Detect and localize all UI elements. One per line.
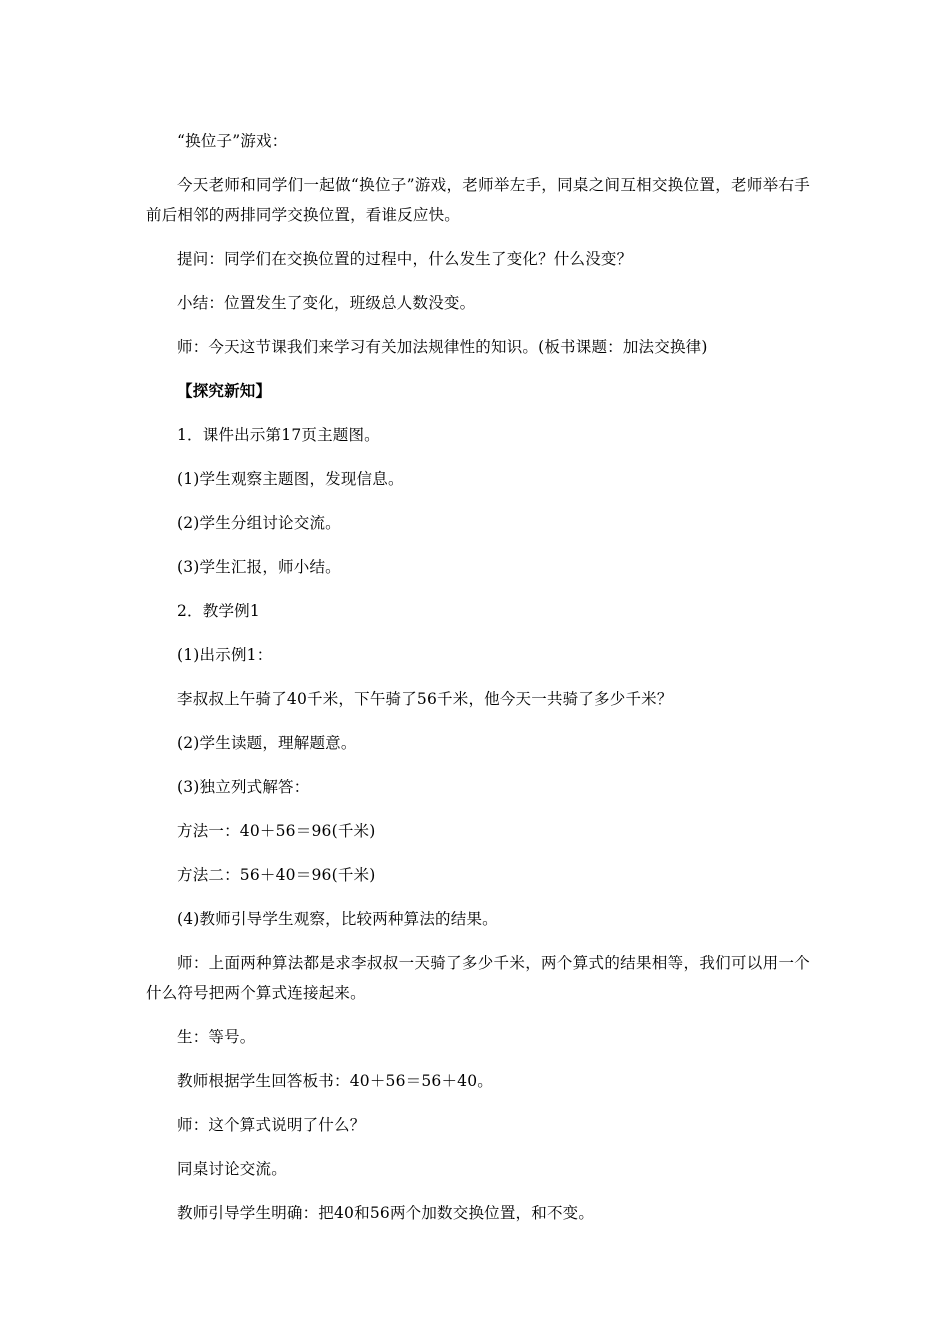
method-one: 方法一：40＋56＝96(千米) [177, 822, 376, 840]
paragraph-question: 提问：同学们在交换位置的过程中，什么发生了变化？什么没变？ [177, 250, 633, 268]
document-body [146, 126, 810, 1242]
paragraph-game-description: 今天老师和同学们一起做“换位子”游戏，老师举左手，同桌之间互相交换位置，老师举右手前后相邻的两排同学交换位置，看谁反应快。 [146, 176, 810, 224]
list-item: (1)学生观察主题图，发现信息。 [177, 470, 404, 488]
method-two: 方法二：56＋40＝96(千米) [177, 866, 376, 884]
paragraph-summary: 小结：位置发生了变化，班级总人数没变。 [177, 294, 476, 312]
paragraph-board-writing: 教师根据学生回答板书：40＋56＝56＋40。 [177, 1072, 493, 1090]
list-item: (2)学生分组讨论交流。 [177, 514, 341, 532]
list-item: 2．教学例1 [177, 602, 260, 620]
list-item: (3)独立列式解答： [177, 778, 310, 796]
section-heading: 【探究新知】 [177, 381, 272, 400]
list-item: 1．课件出示第17页主题图。 [177, 426, 380, 444]
list-item: (4)教师引导学生观察，比较两种算法的结果。 [177, 910, 498, 928]
paragraph-student-answer: 生：等号。 [177, 1028, 256, 1046]
paragraph-teacher-explanation: 师：上面两种算法都是求李叔叔一天骑了多少千米，两个算式的结果相等，我们可以用一个什么符号把两个算式连接起来。 [146, 954, 810, 1002]
paragraph-game-title: “换位子”游戏： [177, 132, 288, 150]
paragraph-discussion: 同桌讨论交流。 [177, 1160, 287, 1178]
paragraph-teacher-question: 师：这个算式说明了什么？ [177, 1116, 366, 1134]
example-problem: 李叔叔上午骑了40千米，下午骑了56千米，他今天一共骑了多少千米？ [177, 690, 673, 708]
list-item: (2)学生读题，理解题意。 [177, 734, 357, 752]
list-item: (3)学生汇报，师小结。 [177, 558, 341, 576]
paragraph-conclusion: 教师引导学生明确：把40和56两个加数交换位置，和不变。 [177, 1204, 595, 1222]
list-item: (1)出示例1： [177, 646, 273, 664]
paragraph-teacher-intro: 师：今天这节课我们来学习有关加法规律性的知识。(板书课题：加法交换律) [177, 338, 708, 356]
